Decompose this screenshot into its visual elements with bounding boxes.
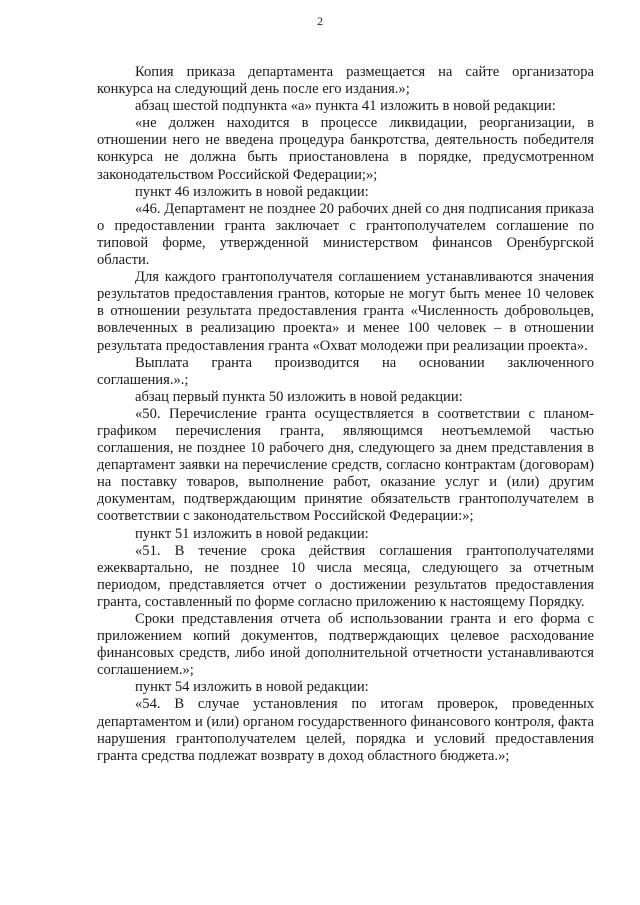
paragraph-payment: Выплата гранта производится на основании заключенного соглашения.».; xyxy=(97,354,594,388)
paragraph-report-terms: Сроки представления отчета об использовании гранта и его форма с приложением копий документов, подтверждающих целевое расходование финансовых средств, либо иной дополнительной отчетности устанавливаются соглашением.»; xyxy=(97,611,594,679)
paragraph-amend-50: абзац первый пункта 50 изложить в новой редакции: xyxy=(135,388,463,405)
paragraph-amend-46: пункт 46 изложить в новой редакции: xyxy=(135,183,369,200)
paragraph-amend-51: пункт 51 изложить в новой редакции: xyxy=(135,525,369,542)
paragraph-amend-41: абзац шестой подпункта «а» пункта 41 изложить в новой редакции: xyxy=(135,98,556,115)
paragraph-51-text: «51. В течение срока действия соглашения грантополучателями ежеквартально, не позднее 10 числа месяца, следующего за отчетным периодом, представляется отчет о достижении результатов предоставления гранта, составленный по форме согласно приложению к настоящему Порядку. xyxy=(97,542,594,610)
paragraph-41-text: «не должен находится в процессе ликвидации, реорганизации, в отношении него не введена процедура банкротства, деятельность победителя конкурса не должна быть приостановлена в порядке, предусмотренном законодательством Российской Федерации;»; xyxy=(97,115,594,183)
paragraph-50-text: «50. Перечисление гранта осуществляется в соответствии с планом-графиком перечисления гранта, являющимся неотъемлемой частью соглашения, не позднее 10 рабочего дня, следующего за днем представления в департамент заявки на перечисление средств, согласно контрактам (договорам) на поставку товаров, выполнение работ, оказание услуг и (или) другим документам, подтверждающим принятие обязательств грантополучателем в соответствии с законодательством Российской Федерации:»; xyxy=(97,405,594,525)
page-number: 2 xyxy=(317,14,323,28)
paragraph-54-text: «54. В случае установления по итогам проверок, проведенных департаментом и (или) органом государственного финансового контроля, факта нарушения грантополучателем целей, порядка и условий предоставления гранта средства подлежат возврату в доход областного бюджета.»; xyxy=(97,696,594,764)
document-body xyxy=(97,64,594,765)
paragraph-46-text: «46. Департамент не позднее 20 рабочих дней со дня подписания приказа о предоставлении гранта заключает с грантополучателем соглашение по типовой форме, утвержденной министерством финансов Оренбургской области. xyxy=(97,200,594,269)
paragraph-amend-54: пункт 54 изложить в новой редакции: xyxy=(135,679,369,696)
paragraph-results: Для каждого грантополучателя соглашением устанавливаются значения результатов предоставления грантов, которые не могут быть менее 10 человек в отношении результата предоставления гранта «Численность добровольцев, вовлеченных в реализацию проекта» и менее 100 человек – в отношении результата предоставления гранта «Охват молодежи при реализации проекта». xyxy=(97,269,594,354)
paragraph-copy-order: Копия приказа департамента размещается на сайте организатора конкурса на следующий день после его издания.»; xyxy=(97,64,594,98)
